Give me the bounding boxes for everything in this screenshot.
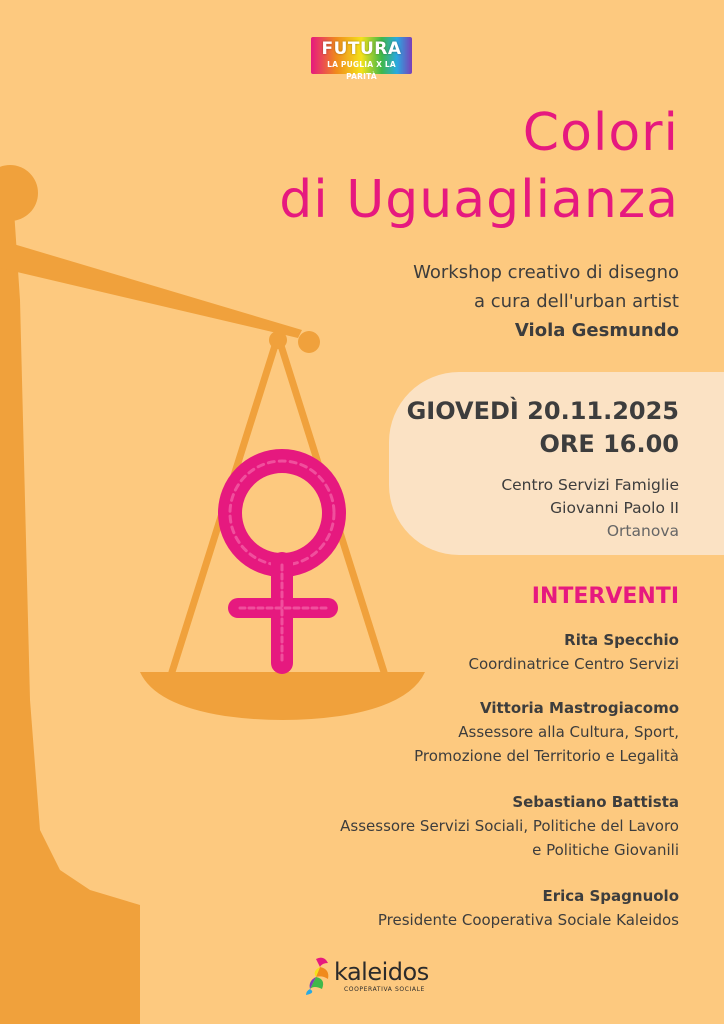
artist-name: Viola Gesmundo xyxy=(514,320,679,341)
speaker-name: Vittoria Mastrogiacomo xyxy=(480,699,679,717)
event-venue xyxy=(501,474,679,543)
venue-line-2: Giovanni Paolo II xyxy=(550,499,679,517)
speaker-item xyxy=(259,884,679,932)
kaleidos-logo xyxy=(302,955,432,1000)
venue-line-1: Centro Servizi Famiglie xyxy=(501,476,679,494)
speaker-name: Sebastiano Battista xyxy=(512,793,679,811)
speaker-role: Promozione del Territorio e Legalità xyxy=(414,747,679,765)
speaker-name: Rita Specchio xyxy=(564,631,679,649)
speaker-item xyxy=(259,628,679,676)
workshop-line-1: Workshop creativo di disegno xyxy=(413,262,679,283)
workshop-line-2: a cura dell'urban artist xyxy=(474,291,679,312)
event-date: GIOVEDÌ 20.11.2025 xyxy=(406,397,679,425)
speaker-role: Presidente Cooperativa Sociale Kaleidos xyxy=(377,911,679,929)
kaleidos-bird-icon xyxy=(302,955,336,997)
speaker-role: Assessore Servizi Sociali, Politiche del Lavoro xyxy=(340,817,679,835)
futura-logo xyxy=(311,37,412,81)
workshop-description xyxy=(413,258,679,345)
speaker-role: e Politiche Giovanili xyxy=(532,841,679,859)
speaker-role: Assessore alla Cultura, Sport, xyxy=(458,723,679,741)
kaleidos-name: kaleidos xyxy=(334,958,429,986)
futura-logo-word: FUTURA xyxy=(321,39,402,59)
interventi-heading: INTERVENTI xyxy=(531,584,679,609)
venue-city: Ortanova xyxy=(606,522,679,540)
speaker-item xyxy=(259,790,679,862)
speaker-name: Erica Spagnuolo xyxy=(542,887,679,905)
title-line-1: Colori xyxy=(522,103,679,163)
title-line-2: di Uguaglianza xyxy=(279,170,679,230)
event-time: ORE 16.00 xyxy=(539,430,679,458)
speaker-item xyxy=(259,696,679,768)
futura-logo-tagline: LA PUGLIA X LA PARITÀ xyxy=(327,60,396,81)
kaleidos-subtitle: COOPERATIVA SOCIALE xyxy=(344,986,425,993)
speaker-role: Coordinatrice Centro Servizi xyxy=(468,655,679,673)
